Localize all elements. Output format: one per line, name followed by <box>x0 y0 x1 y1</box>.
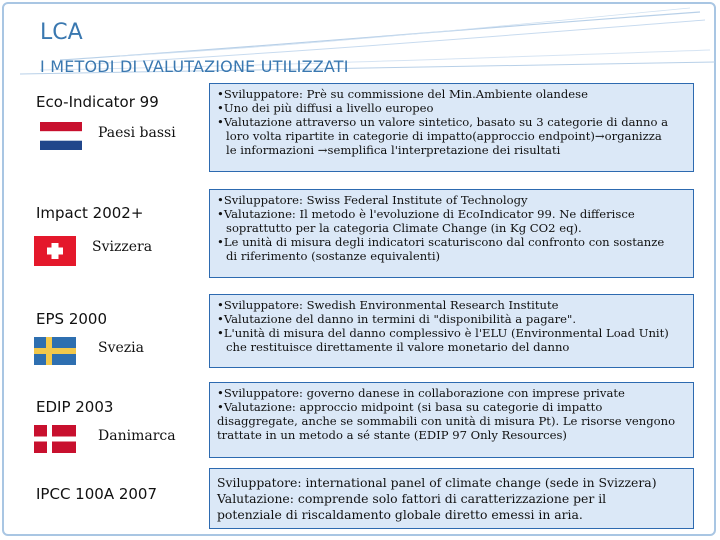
description-line <box>217 221 687 235</box>
description-line: •Uno dei più diffusi a livello europeo <box>217 101 434 115</box>
method-country: Danimarca <box>98 428 176 444</box>
description-line: loro volta ripartite in categorie di impatto(approccio endpoint)→organizza <box>226 129 662 143</box>
method-description-box <box>209 83 694 172</box>
description-text: soprattutto per la categoria Climate Change (in Kg CO2 eq). <box>226 221 582 235</box>
method-description-box <box>209 468 694 529</box>
description-line: •Sviluppatore: Prè su commissione del Min.Ambiente olandese <box>217 87 588 101</box>
description-line: •Valutazione: approccio midpoint (si basa su categorie di impatto <box>217 400 603 414</box>
netherlands-flag-icon <box>40 122 82 150</box>
description-line: •Valutazione del danno in termini di "disponibilità a pagare". <box>217 312 576 326</box>
sweden-flag-icon <box>34 337 76 365</box>
description-line: •Valutazione attraverso un valore sintetico, basato su 3 categorie di danno a <box>217 115 669 129</box>
description-line: •Le unità di misura degli indicatori scaturiscono dal confronto con sostanze <box>217 235 665 249</box>
slide-subtitle: I METODI DI VALUTAZIONE UTILIZZATI <box>40 57 349 76</box>
description-line: le informazioni →semplifica l'interpretazione dei risultati <box>226 143 561 157</box>
method-name: EDIP 2003 <box>36 398 114 416</box>
method-name: IPCC 100A 2007 <box>36 485 158 503</box>
method-description-box <box>209 294 694 368</box>
method-description-box <box>209 382 694 458</box>
description-line: Valutazione: comprende solo fattori di caratterizzazione per il <box>217 491 607 506</box>
description-line: che restituisce direttamente il valore monetario del danno <box>226 340 570 354</box>
description-line: •L'unità di misura del danno complessivo è l'ELU (Environmental Load Unit) <box>217 326 669 340</box>
description-line: disaggregate, anche se sommabili con unità di misura Pt). Le risorse vengono <box>217 414 676 428</box>
switzerland-flag-icon <box>34 236 76 266</box>
description-line: trattate in un metodo a sé stante (EDIP 97 Only Resources) <box>217 428 567 442</box>
method-name: Impact 2002+ <box>36 204 144 222</box>
method-name: Eco-Indicator 99 <box>36 93 159 111</box>
denmark-flag-icon <box>34 425 76 453</box>
slide-title: LCA <box>40 20 83 45</box>
description-line: •Sviluppatore: Swiss Federal Institute of Technology <box>217 193 528 207</box>
method-country: Svizzera <box>92 239 153 255</box>
description-line: di riferimento (sostanze equivalenti) <box>226 249 441 263</box>
description-line: Sviluppatore: international panel of climate change (sede in Svizzera) <box>217 475 657 490</box>
description-line: •Valutazione: Il metodo è l'evoluzione di EcoIndicator 99. Ne differisce <box>217 207 635 221</box>
description-line: •Sviluppatore: governo danese in collaborazione con imprese private <box>217 386 625 400</box>
method-description-box <box>209 189 694 278</box>
method-name: EPS 2000 <box>36 310 107 328</box>
description-line: potenziale di riscaldamento globale diretto emessi in aria. <box>217 507 583 522</box>
method-country: Paesi bassi <box>98 125 176 141</box>
description-line: •Sviluppatore: Swedish Environmental Research Institute <box>217 298 559 312</box>
method-country: Svezia <box>98 340 144 356</box>
